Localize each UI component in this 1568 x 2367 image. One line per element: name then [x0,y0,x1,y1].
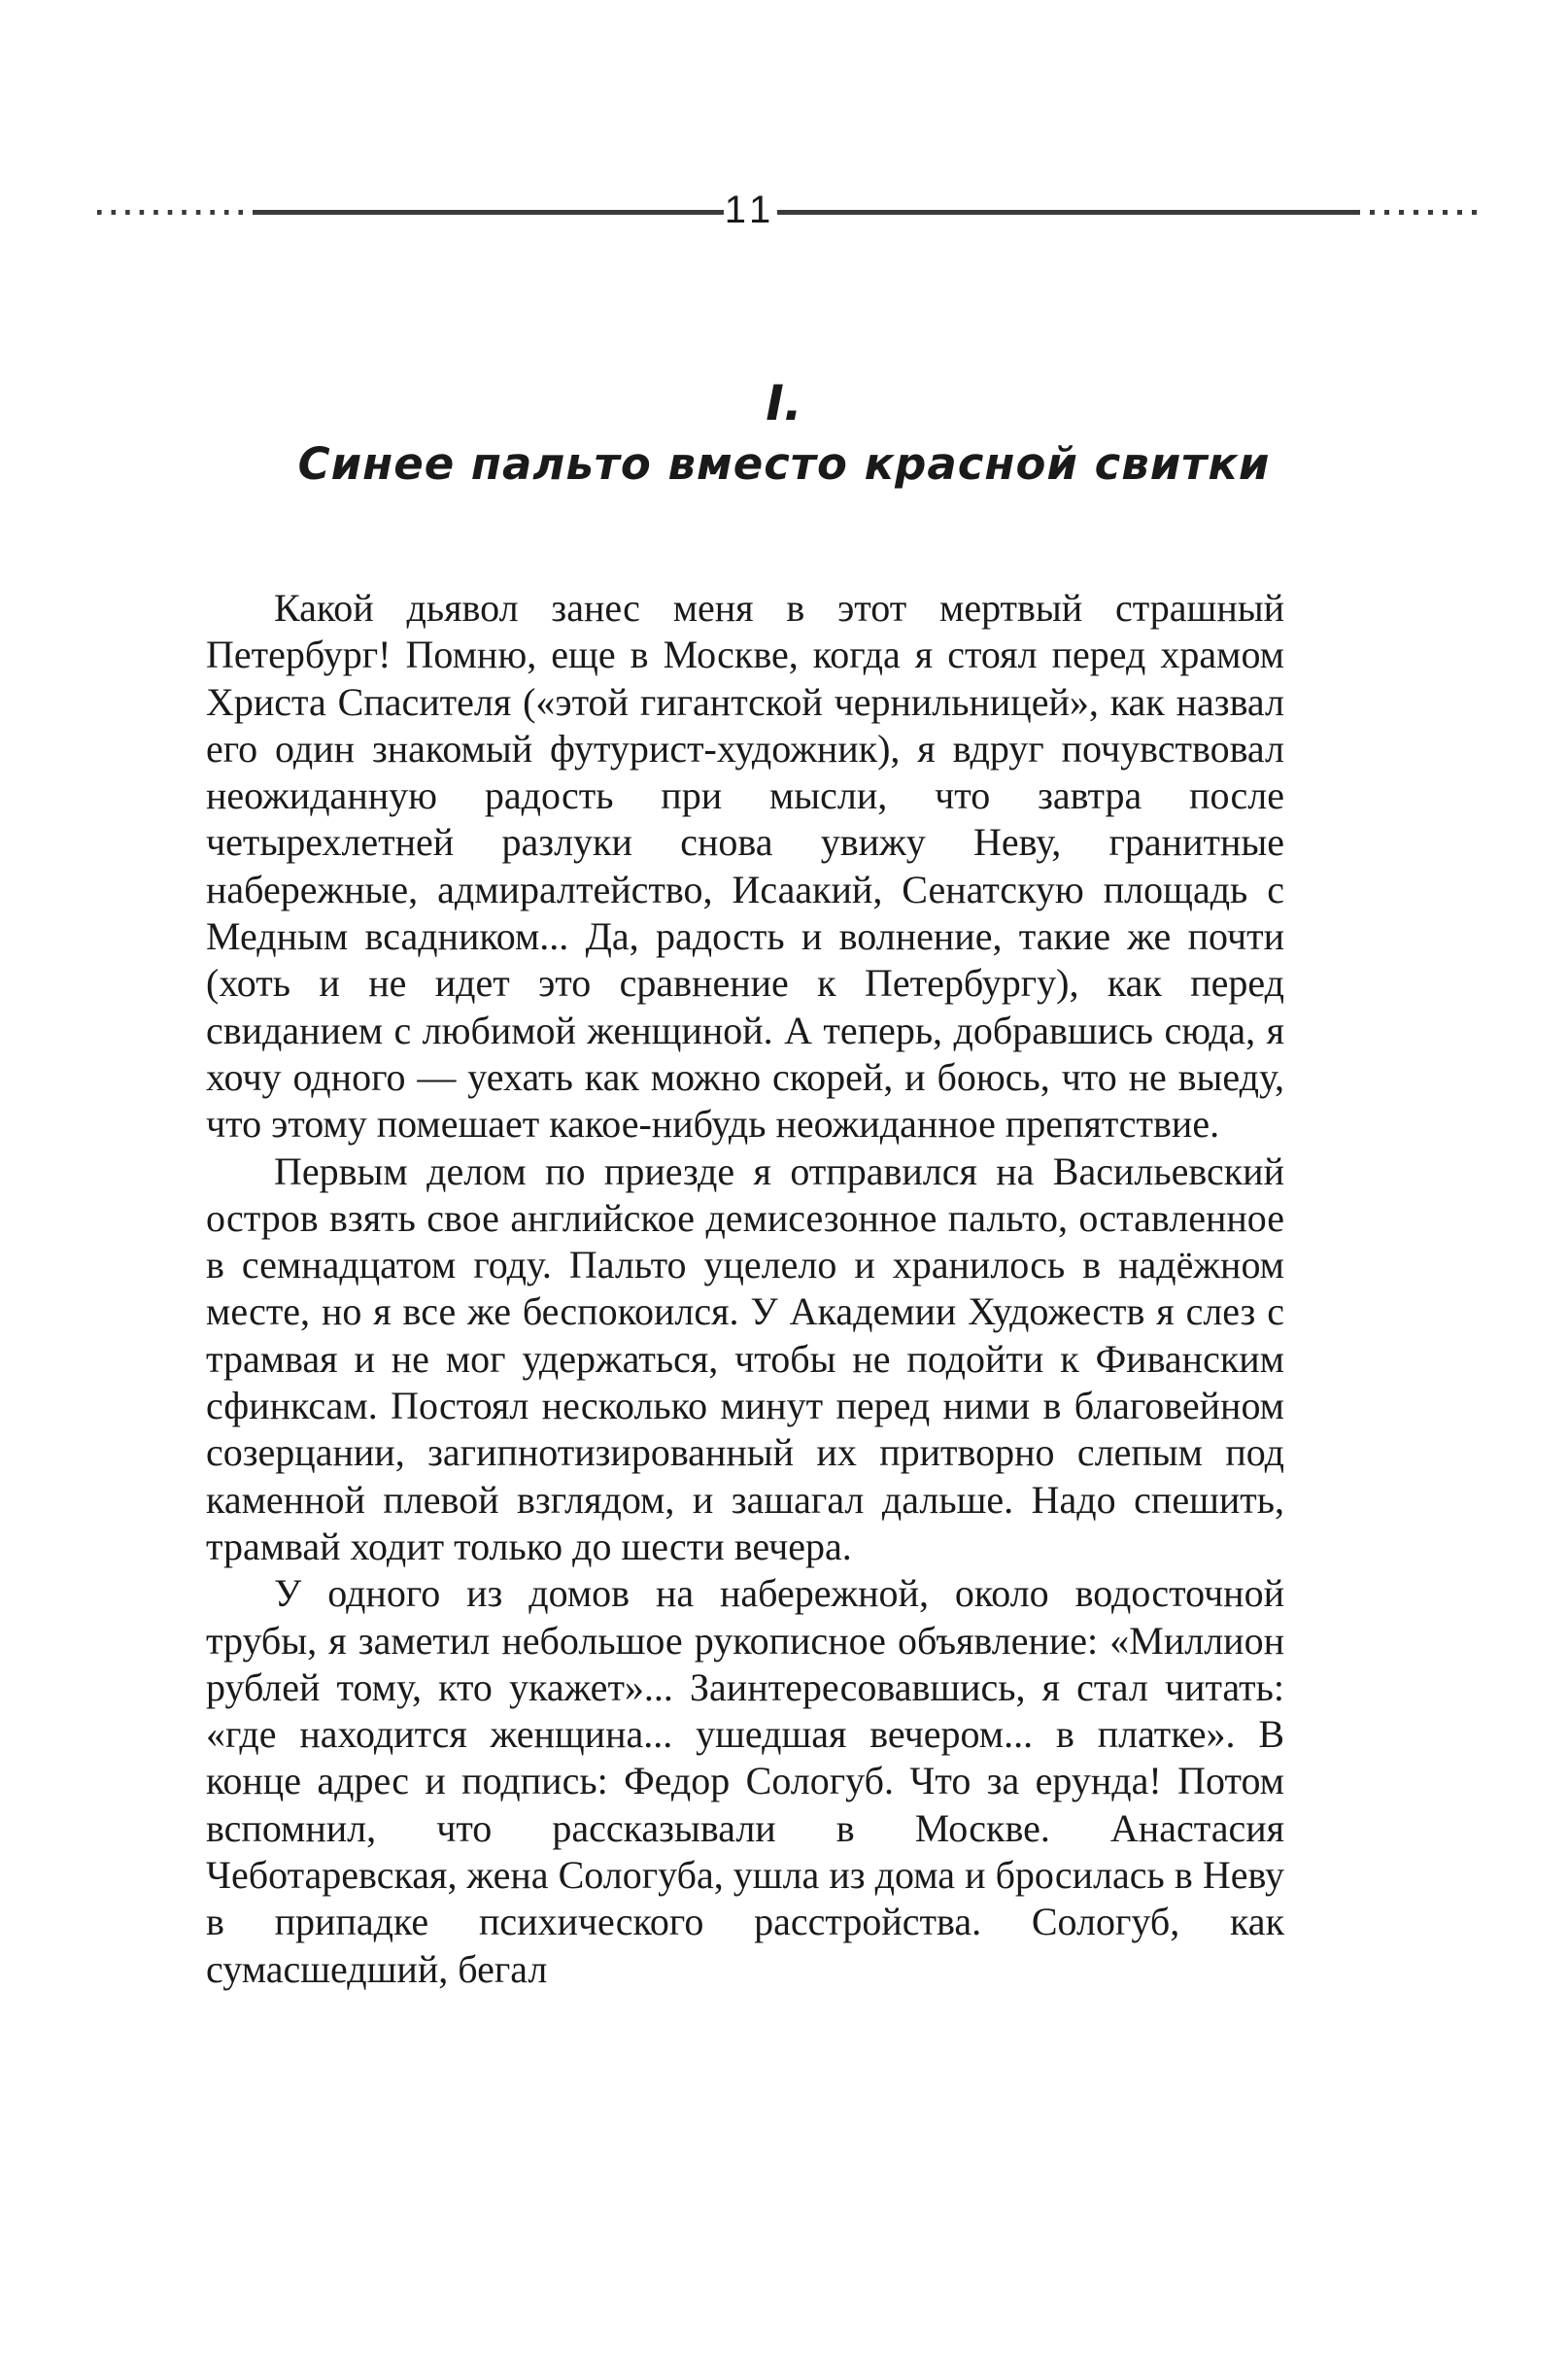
chapter-number: I. [766,375,802,431]
chapter-title: Синее пальто вместо красной свитки [297,438,1271,490]
paragraph: Первым делом по приезде я отправился на Васильевский остров взять свое английское демисезонное пальто, оставленное в семнадцатом году. Пальто уцелело и хранилось в надёжном месте, но я все же беспокоился. У Академии Художеств я слез с трамвая и не мог удержаться, чтобы не подойти к Фиванским сфинксам. Постоял несколько минут перед ними в благовейном созерцании, загипнотизированный их притворно слепым под каменной плевой взглядом, и зашагал дальше. Надо спешить, трамвай ходит только до шести вечера. [206,1149,1284,1568]
header-rule-right-faded [1360,210,1486,215]
paragraph: У одного из домов на набережной, около водосточной трубы, я заметил небольшое рукописное объявление: «Миллион рублей тому, кто укажет»... Заинтересовавшись, я стал читать: «где находится женщина... ушедшая вечером... в платке». В конце адрес и подпись: Федор Сологуб. Что за ерунда! Потом вспомнил, что рассказывали в Москве. Анастасия Чеботаревская, жена Сологуба, ушла из дома и бросилась в Неву в припадке психического расстройства. Сологуб, как сумасшедший, бегал [206,1571,1284,1991]
page-number: 11 [724,189,777,231]
header-rule-left-faded [87,210,253,215]
running-header [87,190,1486,229]
paragraph: Какой дьявол занес меня в этот мертвый страшный Петербург! Помню, еще в Москве, когда я стоял перед храмом Христа Спасителя («этой гигантской чернильницей», как назвал его один знакомый футурист-художник), я вдруг почувствовал неожиданную радость при мысли, что завтра после четырехлетней разлуки снова увижу Неву, гранитные набережные, адмиралтейство, Исаакий, Сенатскую площадь с Медным всадником... Да, радость и волнение, такие же почти (хоть и не идет это сравнение к Петербургу), как перед свиданием с любимой женщиной. А теперь, добравшись сюда, я хочу одного — уехать как можно скорей, и боюсь, что не выеду, что этому помешает какое-нибудь неожиданное препятствие. [206,586,1284,1147]
chapter-body [206,585,1284,1993]
